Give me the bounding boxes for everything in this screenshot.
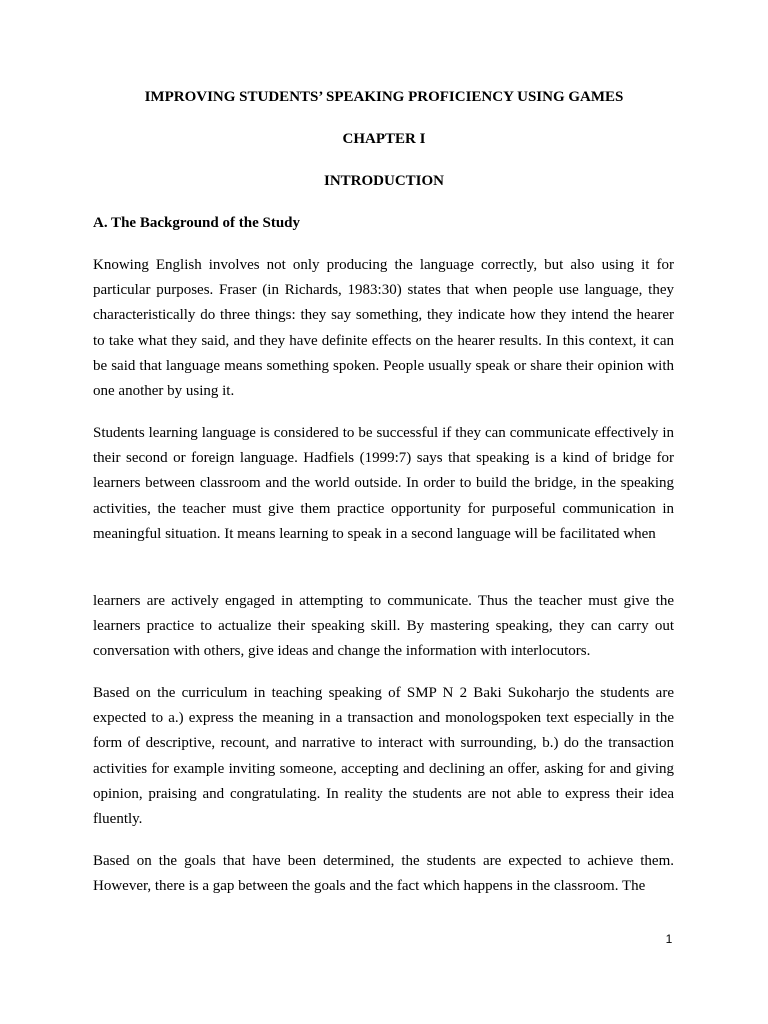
page-number: 1 [665,932,673,946]
chapter-heading: CHAPTER I [342,131,426,147]
paragraph-4: Based on the curriculum in teaching speaking of SMP N 2 Baki Sukoharjo the students are expected to a.) express the meaning in a transaction and monologspoken text especially in the form of descriptive, recount, and narrative to interact with surrounding, b.) do the transaction activities for example inviting someone, accepting and declining an offer, asking for and giving opinion, praising and congratulating. In reality the students are not able to express their idea fluently. [93,685,674,828]
paragraph-2: Students learning language is considered to be successful if they can communicate effectively in their second or foreign language. Hadfiels (1999:7) says that speaking is a kind of bridge for learners between classroom and the world outside. In order to build the bridge, in the speaking activities, the teacher must give them practice opportunity for purposeful communication in meaningful situation. It means learning to speak in a second language will be facilitated when [93,425,674,542]
section-title: INTRODUCTION [323,173,444,189]
paragraph-3: learners are actively engaged in attempting to communicate. Thus the teacher must give the learners practice to actualize their speaking skill. By mastering speaking, they can carry out conversation with others, give ideas and change the information with interlocutors. [93,593,674,660]
paragraph-1: Knowing English involves not only producing the language correctly, but also using it for particular purposes. Fraser (in Richards, 1983:30) states that when people use language, they characteristically do three things: they say something, they indicate how they intend the hearer to take what they said, and they have definite effects on the hearer results. In this context, it can be said that language means something spoken. People usually speak or share their opinion with one another by using it. [93,257,674,400]
document-title: IMPROVING STUDENTS’ SPEAKING PROFICIENCY USING GAMES [144,89,624,105]
subsection-heading: A. The Background of the Study [93,215,300,231]
paragraph-5: Based on the goals that have been determined, the students are expected to achieve them. However, there is a gap between the goals and the fact which happens in the classroom. The [93,853,674,895]
